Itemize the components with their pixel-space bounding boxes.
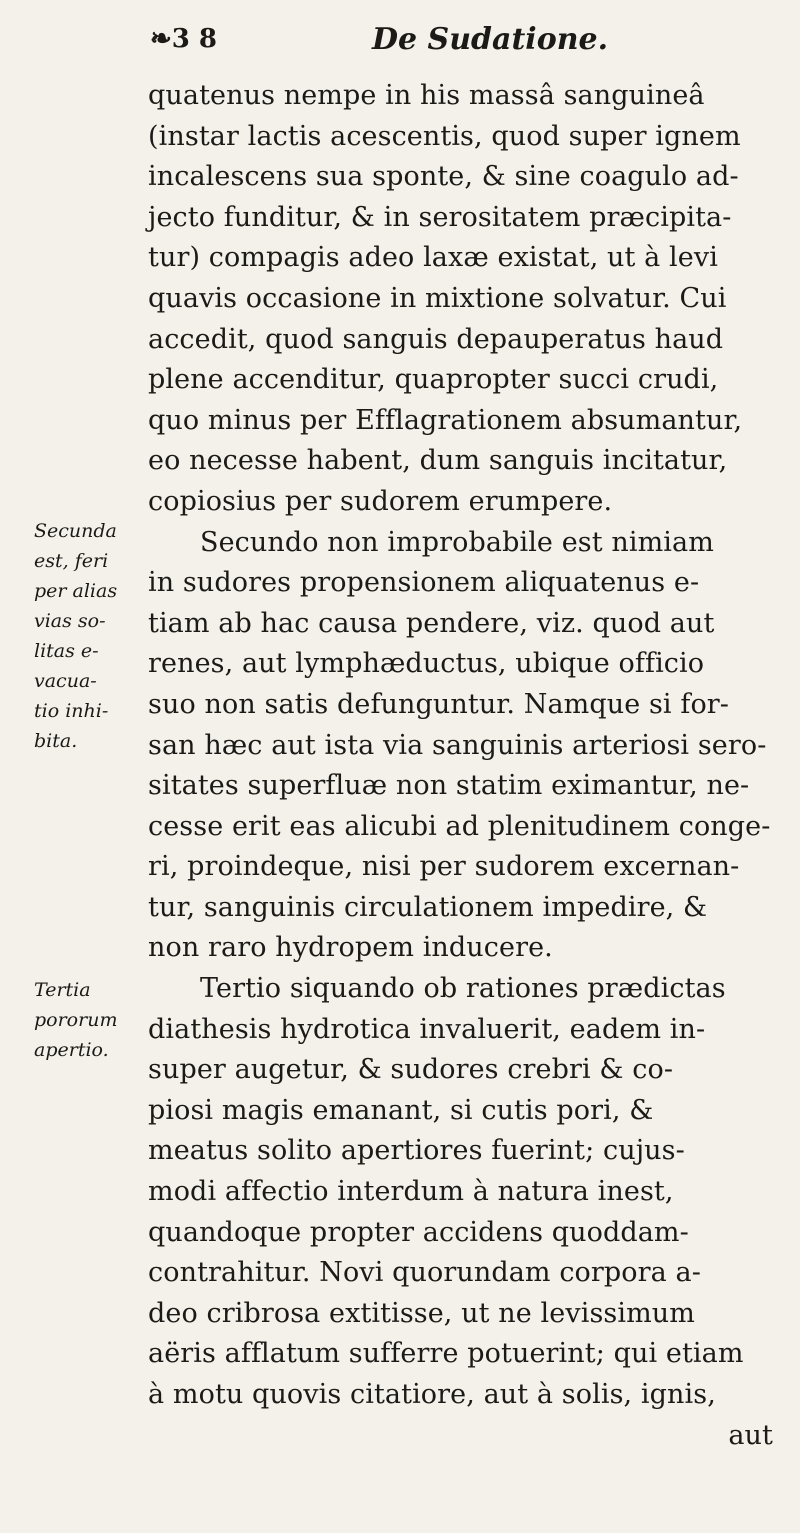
text-line: quo minus per Efflagrationem absumantur,	[148, 404, 743, 436]
margin-note-line: litas e-	[34, 640, 99, 662]
text-line: quandoque propter accidens quoddam-	[148, 1216, 689, 1248]
text-line: in sudores propensionem aliquatenus e-	[148, 567, 700, 599]
margin-note-line: Secunda	[34, 520, 117, 542]
text-line: copiosius per sudorem erumpere.	[148, 485, 613, 517]
margin-note-tertia	[34, 975, 146, 1065]
text-line: non raro hydropem inducere.	[148, 932, 553, 964]
text-line: super augetur, & sudores crebri & co-	[148, 1054, 674, 1086]
text-line: piosi magis emanant, si cutis pori, &	[148, 1094, 654, 1126]
margin-note-line: vacua-	[34, 670, 97, 692]
text-line: meatus solito apertiores fuerint; cujus-	[148, 1135, 685, 1167]
margin-note-line: Tertia	[34, 979, 91, 1001]
text-line: diathesis hydrotica invaluerit, eadem in-	[148, 1013, 706, 1045]
margin-note-line: apertio.	[34, 1039, 109, 1061]
text-line: à motu quovis citatiore, aut à solis, ignis,	[148, 1379, 716, 1410]
text-line: quatenus nempe in his massâ sanguineâ	[148, 80, 705, 111]
body-text	[148, 76, 793, 1456]
catchword: aut	[728, 1419, 773, 1451]
margin-note-line: vias so-	[34, 610, 106, 632]
text-line: suo non satis defunguntur. Namque si for-	[148, 688, 730, 720]
text-line: san hæc aut ista via sanguinis arteriosi sero-	[148, 729, 767, 761]
text-line: eo necesse habent, dum sanguis incitatur,	[148, 445, 728, 477]
text-line: jecto funditur, & in serositatem præcipita-	[148, 201, 732, 233]
text-line: contrahitur. Novi quorundam corpora a-	[148, 1257, 701, 1289]
running-title: De Sudatione.	[372, 22, 609, 57]
text-line: quavis occasione in mixtione solvatur. Cui	[148, 282, 727, 314]
margin-note-line: bita.	[34, 730, 78, 752]
text-line: ri, proindeque, nisi per sudorem excernan-	[148, 851, 740, 883]
margin-note-secunda	[34, 516, 146, 756]
text-line: aëris afflatum sufferre potuerint; qui etiam	[148, 1338, 744, 1370]
text-line: accedit, quod sanguis depauperatus haud	[148, 323, 724, 355]
text-line: cesse erit eas alicubi ad plenitudinem conge-	[148, 810, 771, 842]
text-line: sitates superfluæ non statim eximantur, ne-	[148, 770, 750, 802]
page-number: ❧3 8	[150, 24, 218, 54]
margin-note-line: est, feri	[34, 550, 109, 572]
text-line: tiam ab hac causa pendere, viz. quod aut	[148, 607, 715, 639]
text-line: renes, aut lymphæductus, ubique officio	[148, 648, 705, 680]
text-line: deo cribrosa extitisse, ut ne levissimum	[148, 1297, 695, 1329]
margin-note-line: pororum	[34, 1009, 118, 1031]
text-line: tur, sanguinis circulationem impedire, &	[148, 891, 708, 923]
text-line: modi affectio interdum à natura inest,	[148, 1176, 674, 1208]
text-line: tur) compagis adeo laxæ existat, ut à levi	[148, 242, 718, 274]
margin-note-line: tio inhi-	[34, 700, 109, 722]
text-line: (instar lactis acescentis, quod super ignem	[148, 120, 741, 152]
text-line: plene accenditur, quapropter succi crudi,	[148, 364, 719, 396]
margin-note-line: per alias	[34, 580, 118, 602]
paragraph-start-line: Tertio siquando ob rationes prædictas	[200, 973, 726, 1005]
text-line: incalescens sua sponte, & sine coagulo ad-	[148, 161, 739, 193]
page-header	[0, 18, 800, 68]
paragraph-start-line: Secundo non improbabile est nimiam	[200, 526, 714, 558]
